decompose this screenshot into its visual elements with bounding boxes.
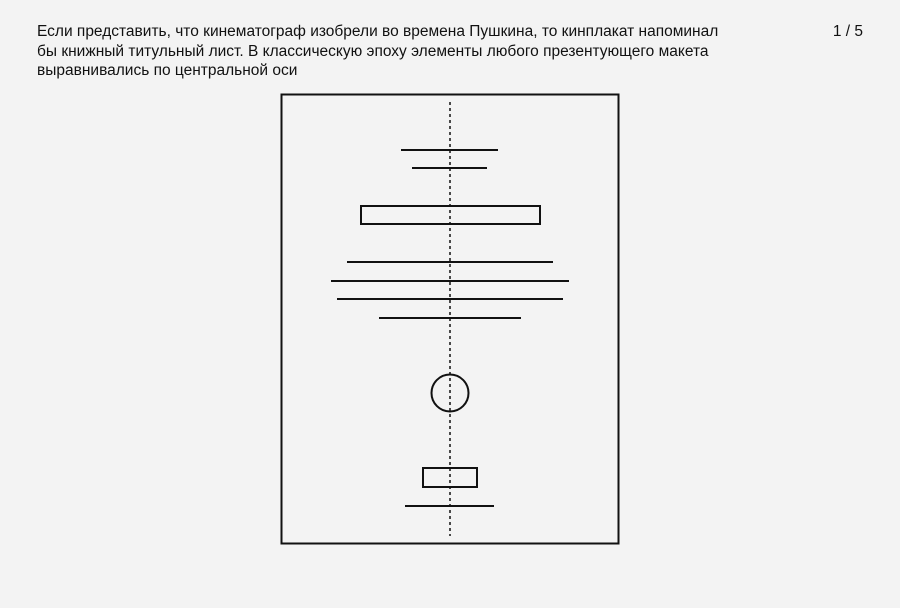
page-counter: 1 / 5	[832, 23, 863, 40]
title-block	[361, 206, 540, 224]
slide-caption: Если представить, что кинематограф изобрели во времена Пушкина, то кинплакат напоминал бы книжный титульный лист. В классическую эпоху элементы любого презентующего макета выравнивались по центральной оси	[37, 23, 719, 79]
